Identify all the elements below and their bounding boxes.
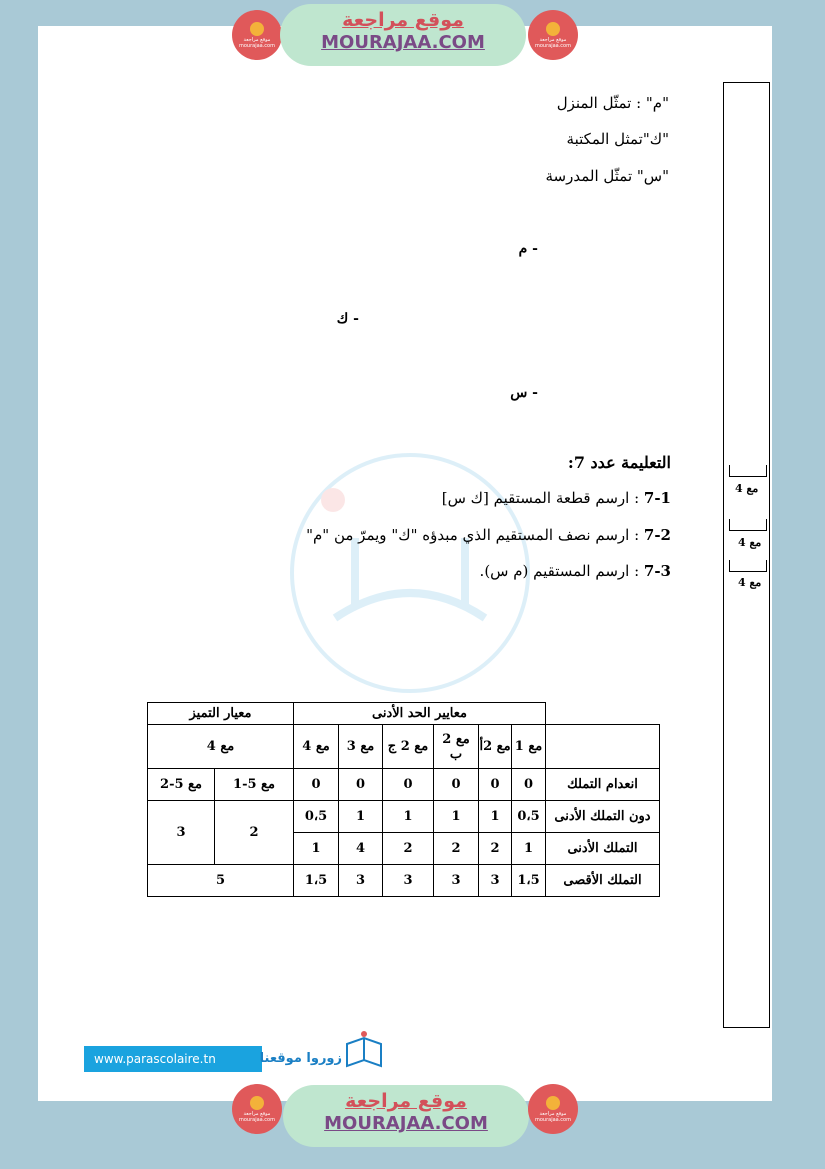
score-box-3[interactable] — [729, 560, 767, 572]
logo-badge-right-bottom: موقع مراجعة mourajaa.com — [528, 1084, 578, 1134]
header-excellence: معيار التميز — [148, 703, 294, 725]
margin-label-2: مع 4 — [738, 536, 762, 549]
cell: 3 — [383, 865, 434, 897]
definition-school: "س" تمثّل المدرسة — [545, 167, 669, 185]
banner-english[interactable]: MOURAJAA.COM — [324, 1113, 488, 1134]
cell: 4 — [339, 833, 383, 865]
cell: 1 — [294, 833, 339, 865]
cell: 3 — [339, 865, 383, 897]
definition-library: "ك"تمثل المكتبة — [566, 130, 669, 148]
cell: 3 — [479, 865, 512, 897]
cell: 0 — [512, 769, 546, 801]
cell: 1،5 — [512, 865, 546, 897]
cell: 1 — [383, 801, 434, 833]
row-label: دون التملك الأدنى — [546, 801, 660, 833]
col-excellence-mo4: مع 4 — [148, 725, 294, 769]
site-banner-top[interactable] — [280, 4, 526, 66]
point-s: - س — [510, 385, 538, 401]
banner-arabic[interactable]: موقع مراجعة — [345, 1090, 467, 1112]
col-mo4: مع 4 — [294, 725, 339, 769]
logo-badge-right-top: موقع مراجعة mourajaa.com — [528, 10, 578, 60]
banner-english[interactable]: MOURAJAA.COM — [321, 32, 485, 53]
cell: 0 — [294, 769, 339, 801]
cell: 0 — [383, 769, 434, 801]
cell: 2 — [215, 801, 294, 865]
col-mo2b: مع 2 ب — [434, 725, 479, 769]
logo-badge-left-bottom: موقع مراجعة mourajaa.com — [232, 1084, 282, 1134]
question-7-2: 7-2 : ارسم نصف المستقيم الذي مبدؤه "ك" ويمرّ من "م" — [306, 526, 671, 544]
col-mo5-1: مع 5-1 — [215, 769, 294, 801]
margin-label-1: مع 4 — [735, 482, 759, 495]
footer-visit-label[interactable]: زوروا موقعنا — [259, 1051, 342, 1066]
row-label: انعدام التملك — [546, 769, 660, 801]
grading-margin — [723, 82, 770, 1028]
cell: 1 — [339, 801, 383, 833]
score-box-1[interactable] — [729, 465, 767, 477]
question-7-1: 7-1 : ارسم قطعة المستقيم [ك س] — [441, 489, 671, 507]
question-7-3: 7-3 : ارسم المستقيم (م س). — [479, 562, 671, 580]
cell: 0 — [339, 769, 383, 801]
col-mo2c: مع 2 ج — [383, 725, 434, 769]
col-mo5-2: مع 5-2 — [148, 769, 215, 801]
cell: 2 — [479, 833, 512, 865]
point-m: - م — [518, 241, 538, 257]
cell: 1 — [479, 801, 512, 833]
definition-home: "م" : تمثّل المنزل — [556, 94, 669, 112]
score-box-2[interactable] — [729, 519, 767, 531]
col-mo2a: مع 2أ — [479, 725, 512, 769]
col-mo1: مع 1 — [512, 725, 546, 769]
cell: 5 — [148, 865, 294, 897]
site-banner-bottom[interactable] — [283, 1085, 529, 1147]
row-label: التملك الأدنى — [546, 833, 660, 865]
cell: 3 — [434, 865, 479, 897]
parascolaire-logo-icon — [343, 1030, 385, 1076]
cell: 2 — [434, 833, 479, 865]
cell: 2 — [383, 833, 434, 865]
cell: 0 — [434, 769, 479, 801]
col-mo3: مع 3 — [339, 725, 383, 769]
logo-badge-left-top: موقع مراجعة mourajaa.com — [232, 10, 282, 60]
instruction-title: التعليمة عدد 7: — [567, 453, 671, 472]
banner-arabic[interactable]: موقع مراجعة — [342, 9, 464, 31]
cell: 0 — [479, 769, 512, 801]
cell: 1 — [434, 801, 479, 833]
point-k: - ك — [336, 311, 359, 327]
cell: 0،5 — [512, 801, 546, 833]
cell: 3 — [148, 801, 215, 865]
criteria-table — [147, 702, 660, 897]
cell: 1 — [512, 833, 546, 865]
footer-url-link[interactable]: www.parascolaire.tn — [84, 1046, 262, 1072]
margin-label-3: مع 4 — [738, 576, 762, 589]
header-min-criteria: معايير الحد الأدنى — [294, 703, 546, 725]
cell: 0،5 — [294, 801, 339, 833]
cell: 1،5 — [294, 865, 339, 897]
row-label: التملك الأقصى — [546, 865, 660, 897]
